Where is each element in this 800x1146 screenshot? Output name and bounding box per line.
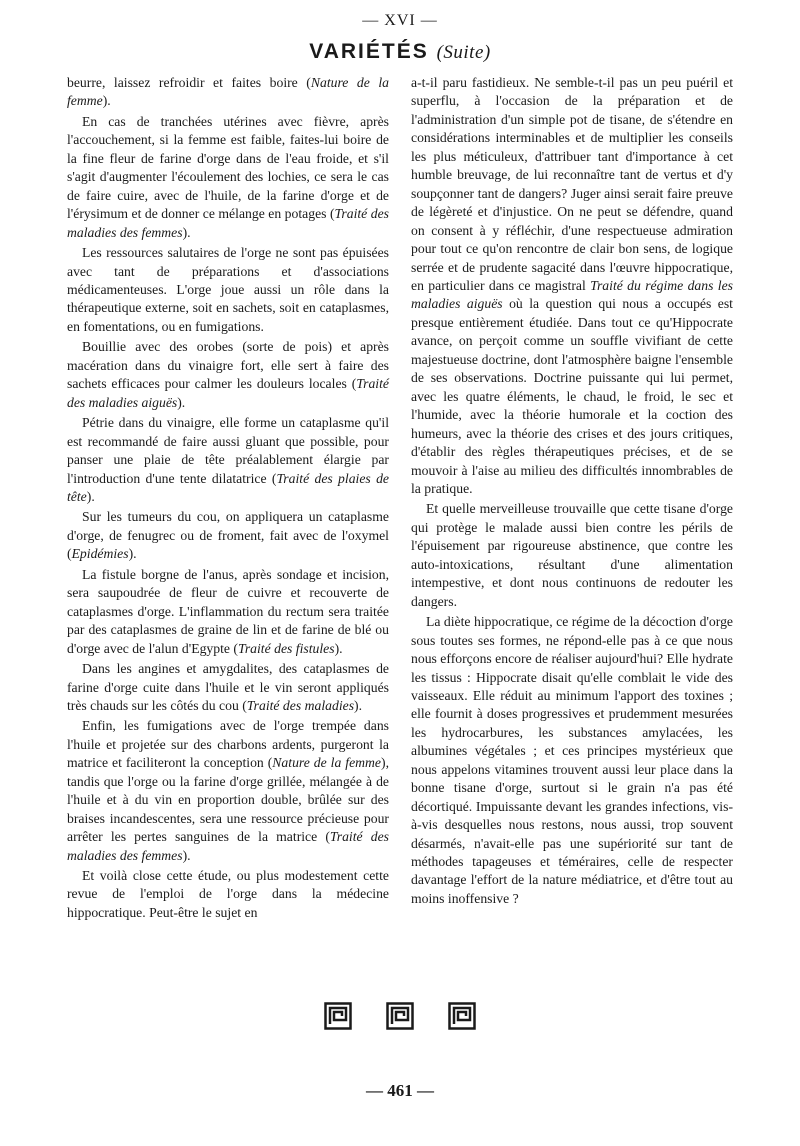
citation: Traité des fistules xyxy=(237,640,335,656)
section-title-main: VARIÉTÉS xyxy=(309,40,429,63)
right-column xyxy=(411,74,733,910)
greek-key-ornament-icon xyxy=(324,1002,352,1034)
paragraph: Et quelle merveilleuse trouvaille que cette tisane d'orge qui protège le malade aussi bien contre les périls de l'épuisement par rigoureuse abstinence, que contre les auto-intoxications, résultant d'une alimentation intempestive, et dont nous continuons de redouter les dangers. xyxy=(411,501,733,609)
paragraph: La fistule borgne de l'anus, après sondage et incision, sera saupoudrée de fleur de cuivre et recouverte de cataplasmes d'orge. L'inflammation du rectum sera traitée par des cataplasmes de graine de lin et de farine de blé ou d'orge avec de l'alun d'Egypte (Traité des fistules). xyxy=(67,566,389,656)
citation: Traité des maladies des femmes xyxy=(67,829,389,863)
citation: Traité des maladies des femmes xyxy=(67,206,389,240)
citation: Traité des maladies aiguës xyxy=(67,376,389,410)
ornament-row xyxy=(0,1002,800,1034)
citation: Traité des plaies de tête xyxy=(67,470,389,504)
section-title-suite: (Suite) xyxy=(436,42,491,63)
greek-key-ornament-icon xyxy=(386,1002,414,1034)
paragraph: a-t-il paru fastidieux. Ne semble-t-il pas un peu puéril et superflu, à l'occasion de la préparation et de l'administration d'un simple pot de tisane, de s'étendre en considérations interminables et de multiplier les conseils les plus méticuleux, d'attribuer tant d'importance à cet humble breuvage, de lui reconnaître tant de vertus et d'y soupçonner tant de dangers? Juger ainsi serait faire preuve de légèreté et d'injustice. On ne peut se défendre, quand on consent à y réfléchir, d'une respectueuse admiration pour tout ce qu'on rencontre de clair bon sens, de logique serrée et de prudente sagacité dans l'œuvre hippocratique, en particulier dans ce magistral Traité du régime dans les maladies aiguës où la question qui nous a occupés est presque entièrement étudiée. Dans tout ce qu'Hippocrate avance, on perçoit comme un souffle vivifiant de cette majestueuse doctrine, dont l'atmosphère baigne l'ensemble de ses observations. Doctrine puissante qui lui permet, avec les quatre éléments, le chaud, le froid, le sec et l'humide, avec la théorie humorale et la coction des humeurs, avec la théorie des crises et des jours critiques, d'établir des règles thérapeutiques précises, et de se mouvoir à l'aise au milieu des difficultés innombrables de la pratique. xyxy=(411,75,733,496)
citation: Epidémies xyxy=(71,546,129,562)
citation: Traité du régime dans les maladies aiguës xyxy=(411,277,733,312)
paragraph: La diète hippocratique, ce régime de la décoction d'orge sous toutes ses formes, ne répond-elle pas à ce que nous nous efforçons encore de réaliser aujourd'hui? Elle hydrate les tissus : Hippocrate disait qu'elle comblait le vide des vaisseaux. Elle réduit au minimum l'apport des toxines ; elle fournit à doses progressives et prudemment mesurées les hydrocarbures, les substances amylacées, les albumines végétales ; et ces principes mystérieux que nous appelons vitamines trouvent aussi leur place dans la bonne tisane d'orge, surtout si le grain n'a pas été décortiqué. Impuissante devant les grandes infections, vis-à-vis desquelles nous restons, nous aussi, trop souvent désarmés, n'avait-elle pas une supériorité sur tant de méthodes tapageuses et téméraires, celle de respecter davantage l'effort de la nature médiatrice, et d'être tout au moins inoffensive ? xyxy=(411,614,733,906)
citation: Traité des maladies xyxy=(246,697,355,713)
page-number: — 461 — xyxy=(366,1081,434,1100)
paragraph: Bouillie avec des orobes (sorte de pois) et après macération dans du vinaigre fort, elle sert à faire des sachets efficaces pour calmer les douleurs locales (Traité des maladies aiguës). xyxy=(67,339,389,410)
paragraph: Pétrie dans du vinaigre, elle forme un cataplasme qu'il est recommandé de faire aussi gluant que possible, pour panser une plaie de tête préalablement élargie par l'introduction d'une tente dilatatrice (Traité des plaies de tête). xyxy=(67,415,389,504)
paragraph: Les ressources salutaires de l'orge ne sont pas épuisées avec tant de préparations et d'associations médicamenteuses. L'orge joue aussi un rôle dans la thérapeutique externe, soit en sachets, soit en cataplasmes, en fomentations, ou en fumigations. xyxy=(67,245,389,334)
paragraph: Dans les angines et amygdalites, des cataplasmes de farine d'orge cuite dans l'huile et le vin seront appliqués très chauds sur les côtés du cou (Traité des maladies). xyxy=(67,661,389,713)
section-title xyxy=(0,40,800,64)
paragraph: En cas de tranchées utérines avec fièvre, après l'accouchement, si la femme est faible, faites-lui boire de la fine fleur de farine d'orge dans de l'eau froide, et s'il s'agit d'augmenter l'écoulement des lochies, ce sera le cas de faire cuire, avec de l'huile, de la farine d'orge et de l'érysimum et de donner ce mélange en potages (Traité des maladies des femmes). xyxy=(67,113,389,240)
paragraph: Enfin, les fumigations avec de l'orge trempée dans l'huile et projetée sur des charbons ardents, purgeront la matrice et faciliteront la conception (Nature de la femme), tandis que l'orge ou la farine d'orge grillée, mélangée à de l'huile et à du vin en proportion double, brûlée sur des braises incandescentes, sera une ressource précieuse pour arrêter les pertes sanguines de la matrice (Traité des maladies des femmes). xyxy=(67,718,389,863)
paragraph: Et voilà close cette étude, ou plus modestement cette revue de l'emploi de l'orge dans la médecine hippocratique. Peut-être le sujet en xyxy=(67,868,389,920)
citation: Nature de la femme xyxy=(67,75,389,109)
paragraph: Sur les tumeurs du cou, on appliquera un cataplasme d'orge, de fenugrec ou de froment, fait avec de l'oxymel (Epidémies). xyxy=(67,509,389,562)
citation: Nature de la femme xyxy=(272,755,382,771)
left-column xyxy=(67,74,389,924)
roman-page-number: — XVI — xyxy=(362,12,438,29)
paragraph: beurre, laissez refroidir et faites boire (Nature de la femme). xyxy=(67,75,389,109)
greek-key-ornament-icon xyxy=(448,1002,476,1034)
